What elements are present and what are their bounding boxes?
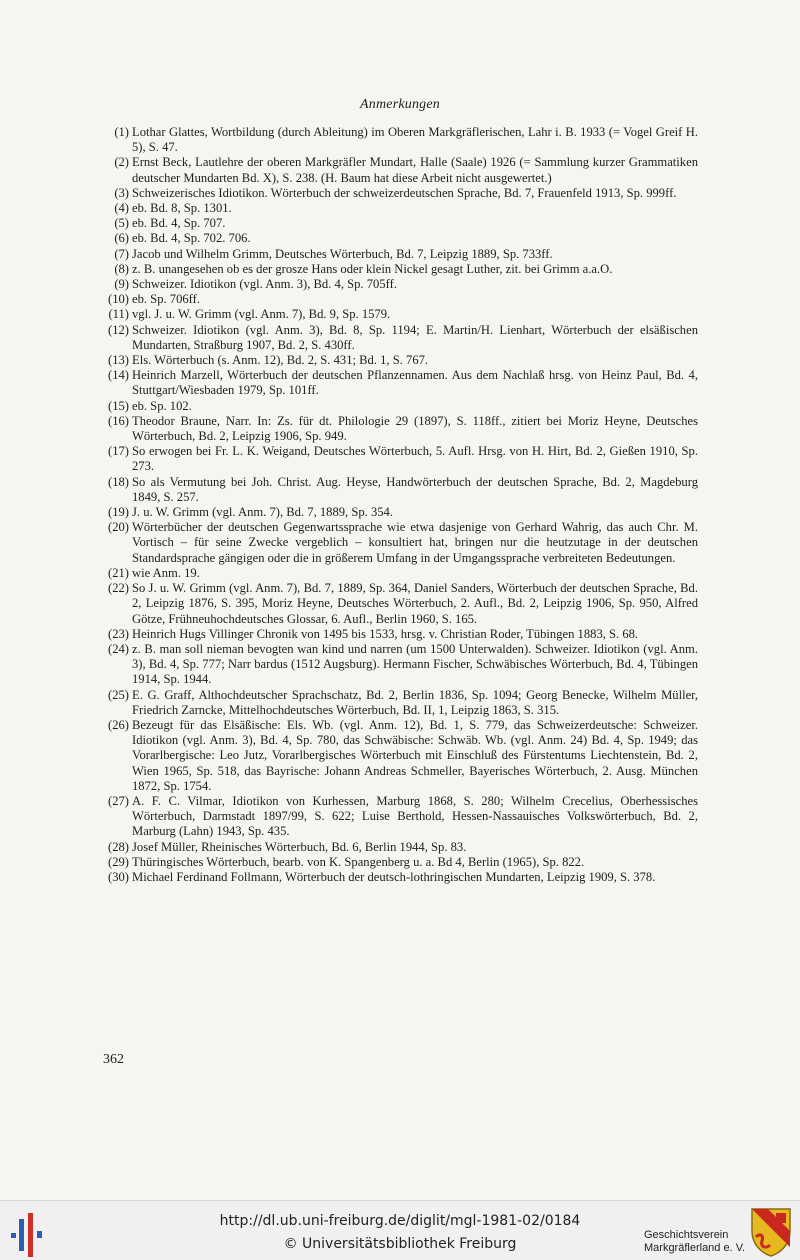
endnote-number: (13) <box>108 353 129 368</box>
endnotes-list <box>102 125 698 885</box>
endnote-text: Els. Wörterbuch (s. Anm. 12), Bd. 2, S. 431; Bd. 1, S. 767. <box>132 353 429 368</box>
endnote-item <box>102 155 698 185</box>
endnote-number: (25) <box>108 687 129 702</box>
endnote-number: (21) <box>108 565 129 580</box>
endnote-text: Wörterbücher der deutschen Gegenwartssprache wie etwa dasjenige von Gerhard Wahrig, das auch Chr. M. Vortisch – für seine Zwecke vergeblich – konsultiert hat, bringen nur die heutzutage in der deutschen Standardsprache gängigen oder die in größerem Umfang in der Umgangssprache verbreiteten Bedeutungen. <box>132 520 698 565</box>
endnote-text: wie Anm. 19. <box>132 565 200 580</box>
endnote-item <box>102 642 698 688</box>
endnote-number: (4) <box>114 201 129 216</box>
endnote-text: J. u. W. Grimm (vgl. Anm. 7), Bd. 7, 1889, Sp. 354. <box>132 505 393 520</box>
endnote-text: Ernst Beck, Lautlehre der oberen Markgräfler Mundart, Halle (Saale) 1926 (= Sammlung kurzer Grammatiken deutscher Mundarten Bd. X), S. 238. (H. Baum hat diese Arbeit nicht ausgewertet.) <box>132 155 698 185</box>
endnote-number: (27) <box>108 793 129 808</box>
endnote-text: E. G. Graff, Althochdeutscher Sprachschatz, Bd. 2, Berlin 1836, Sp. 1094; Georg Benecke, Wilhelm Müller, Friedrich Zarncke, Mittelhochdeutsches Wörterbuch, Bd. II, 1, Leipzig 1863, S. 315. <box>132 687 698 717</box>
endnote-text: Theodor Braune, Narr. In: Zs. für dt. Philologie 29 (1897), S. 118ff., zitiert bei Moriz Heyne, Deutsches Wörterbuch, Bd. 2, Leipzig 1906, Sp. 949. <box>132 413 698 444</box>
endnote-item <box>102 399 698 414</box>
endnote-item <box>102 475 698 505</box>
endnote-text: So J. u. W. Grimm (vgl. Anm. 7), Bd. 7, 1889, Sp. 364, Daniel Sanders, Wörterbuch der deutschen Sprache, Bd. 2, Leipzig 1876, S. 395, Moriz Heyne, Deutsches Wörterbuch, 2. Aufl., Bd. 2, Leipzig 1906, Sp. 950, Alfred Götze, Frühneuhochdeutsches Glossar, 6. Aufl., Berlin 1960, S. 165. <box>132 581 698 626</box>
endnote-text: Schweizer. Idiotikon (vgl. Anm. 3), Bd. 4, Sp. 705ff. <box>132 277 397 292</box>
endnote-number: (5) <box>114 216 129 231</box>
endnote-number: (1) <box>114 125 129 139</box>
endnote-number: (14) <box>108 368 129 383</box>
endnote-item <box>102 520 698 566</box>
endnote-text: vgl. J. u. W. Grimm (vgl. Anm. 7), Bd. 9, Sp. 1579. <box>132 307 391 322</box>
endnote-item <box>102 414 698 444</box>
society-name-line2: Markgräflerland e. V. <box>644 1242 746 1254</box>
endnote-item <box>102 186 698 201</box>
endnote-number: (3) <box>114 185 129 200</box>
endnote-text: z. B. man soll nieman bevogten wan kind und narren (um 1500 Unterwalden). Schweizer. Idiotikon (vgl. Anm. 3), Bd. 4, Sp. 777; Narr bardus (1512 Augsburg). Hermann Fischer, Schwäbisches Wörterbuch, Bd. 4, Tübingen 1914, Sp. 1944. <box>132 641 698 687</box>
endnote-text: z. B. unangesehen ob es der grosze Hans oder klein Nickel gesagt Luther, zit. bei Grimm a.a.O. <box>132 261 613 276</box>
endnote-text: Josef Müller, Rheinisches Wörterbuch, Bd. 6, Berlin 1944, Sp. 83. <box>132 839 467 854</box>
endnote-text: Jacob und Wilhelm Grimm, Deutsches Wörterbuch, Bd. 7, Leipzig 1889, Sp. 733ff. <box>132 246 553 261</box>
endnote-text: eb. Sp. 706ff. <box>132 292 200 307</box>
endnote-text: Bezeugt für das Elsäßische: Els. Wb. (vgl. Anm. 12), Bd. 1, S. 779, das Schweizerdeutsche: Schweizer. Idiotikon (vgl. Anm. 3), Bd. 4, Sp. 780, das Schwäbische: Schwäb. Wb. (vgl. Anm. 24) Bd. 4, Sp. 1949; das Vorarlbergische: Leo Jutz, Vorarlbergisches Wörterbuch mit Einschluß des Fürstentums Liechtenstein, Bd. 2, Wien 1965, Sp. 518, das Bayrische: Johann Andreas Schmeller, Bayerisches Wörterbuch, 2. Ausg. München 1872, Sp. 1754. <box>132 717 698 793</box>
endnote-text: Schweizerisches Idiotikon. Wörterbuch der schweizerdeutschen Sprache, Bd. 7, Frauenfeld 1913, Sp. 999ff. <box>132 185 677 200</box>
endnote-item <box>102 262 698 277</box>
endnote-number: (24) <box>108 641 129 656</box>
endnote-number: (30) <box>108 869 129 884</box>
endnote-number: (19) <box>108 505 129 520</box>
endnote-number: (26) <box>108 717 129 732</box>
coat-of-arms-icon[interactable] <box>750 1207 792 1257</box>
endnote-item <box>102 840 698 855</box>
endnote-number: (6) <box>114 231 129 246</box>
endnote-item <box>102 794 698 840</box>
endnote-text: Thüringisches Wörterbuch, bearb. von K. Spangenberg u. a. Bd 4, Berlin (1965), Sp. 822. <box>132 854 585 869</box>
endnote-item <box>102 870 698 885</box>
endnote-text: So erwogen bei Fr. L. K. Weigand, Deutsches Wörterbuch, 5. Aufl. Hrsg. von H. Hirt, Bd. 2, Gießen 1910, Sp. 273. <box>132 444 698 474</box>
endnote-item <box>102 231 698 246</box>
endnote-number: (10) <box>108 292 129 307</box>
footer-url-link[interactable]: http://dl.ub.uni-freiburg.de/diglit/mgl-1981-02/0184 <box>219 1213 581 1229</box>
endnote-text: Michael Ferdinand Follmann, Wörterbuch der deutsch-lothringischen Mundarten, Leipzig 1909, S. 378. <box>132 869 656 884</box>
endnote-number: (20) <box>108 520 129 535</box>
endnote-item <box>102 505 698 520</box>
footer-copyright: © Universitätsbibliothek Freiburg <box>283 1236 517 1252</box>
page-title: Anmerkungen <box>360 97 440 112</box>
endnote-number: (23) <box>108 626 129 641</box>
endnote-item <box>102 688 698 718</box>
endnote-number: (28) <box>108 839 129 854</box>
endnote-number: (11) <box>108 307 129 322</box>
society-name[interactable] <box>644 1229 745 1255</box>
endnote-number: (18) <box>108 474 129 489</box>
endnote-item <box>102 627 698 642</box>
endnote-item <box>102 566 698 581</box>
endnote-text: Heinrich Hugs Villinger Chronik von 1495 bis 1533, hrsg. v. Christian Roder, Tübingen 1883, S. 68. <box>132 626 639 641</box>
endnote-item <box>102 216 698 231</box>
page-number: 362 <box>103 1052 124 1067</box>
endnote-item <box>102 581 698 627</box>
endnote-item <box>102 307 698 322</box>
endnote-number: (16) <box>108 413 129 428</box>
endnote-item <box>102 353 698 368</box>
endnote-item <box>102 323 698 353</box>
endnote-text: eb. Bd. 4, Sp. 707. <box>132 216 226 231</box>
endnote-text: So als Vermutung bei Joh. Christ. Aug. Heyse, Handwörterbuch der deutschen Sprache, Bd. 2, Magdeburg 1849, S. 257. <box>132 474 698 504</box>
endnote-text: Heinrich Marzell, Wörterbuch der deutschen Pflanzennamen. Aus dem Nachlaß hrsg. von Heinz Paul, Bd. 4, Stuttgart/Wiesbaden 1979, Sp. 101ff. <box>132 368 698 398</box>
endnote-text: eb. Sp. 102. <box>132 398 192 413</box>
endnote-item <box>102 444 698 474</box>
endnote-text: Lothar Glattes, Wortbildung (durch Ableitung) im Oberen Markgräflerischen, Lahr i. B. 1933 (= Vogel Greif H. 5), S. 47. <box>132 125 698 155</box>
endnote-item <box>102 292 698 307</box>
endnote-number: (29) <box>108 854 129 869</box>
endnote-item <box>102 247 698 262</box>
endnote-text: Schweizer. Idiotikon (vgl. Anm. 3), Bd. 8, Sp. 1194; E. Martin/H. Lienhart, Wörterbuch der elsäßischen Mundarten, Straßburg 1907, Bd. 2, S. 430ff. <box>132 322 698 352</box>
endnote-number: (9) <box>114 277 129 292</box>
endnote-item <box>102 277 698 292</box>
endnote-item <box>102 125 698 155</box>
endnote-number: (22) <box>108 581 129 596</box>
endnote-number: (8) <box>114 261 129 276</box>
footer-bar <box>0 1200 800 1260</box>
endnote-item <box>102 855 698 870</box>
endnote-number: (17) <box>108 444 129 459</box>
endnote-item <box>102 201 698 216</box>
endnote-number: (15) <box>108 398 129 413</box>
endnote-number: (7) <box>114 246 129 261</box>
endnote-item <box>102 368 698 398</box>
endnote-text: A. F. C. Vilmar, Idiotikon von Kurhessen, Marburg 1868, S. 280; Wilhelm Crecelius, Oberhessisches Wörterbuch, Darmstadt 1897/99, S. 622; Luise Berthold, Hessen-Nassauisches Volkswörterbuch, Bd. 2, Marburg (Lahn) 1943, Sp. 435. <box>132 793 698 839</box>
endnote-text: eb. Bd. 4, Sp. 702. 706. <box>132 231 251 246</box>
endnote-number: (2) <box>114 155 129 170</box>
endnote-number: (12) <box>108 322 129 337</box>
endnote-text: eb. Bd. 8, Sp. 1301. <box>132 201 232 216</box>
society-name-line1: Geschichtsverein <box>644 1229 729 1241</box>
endnote-item <box>102 718 698 794</box>
